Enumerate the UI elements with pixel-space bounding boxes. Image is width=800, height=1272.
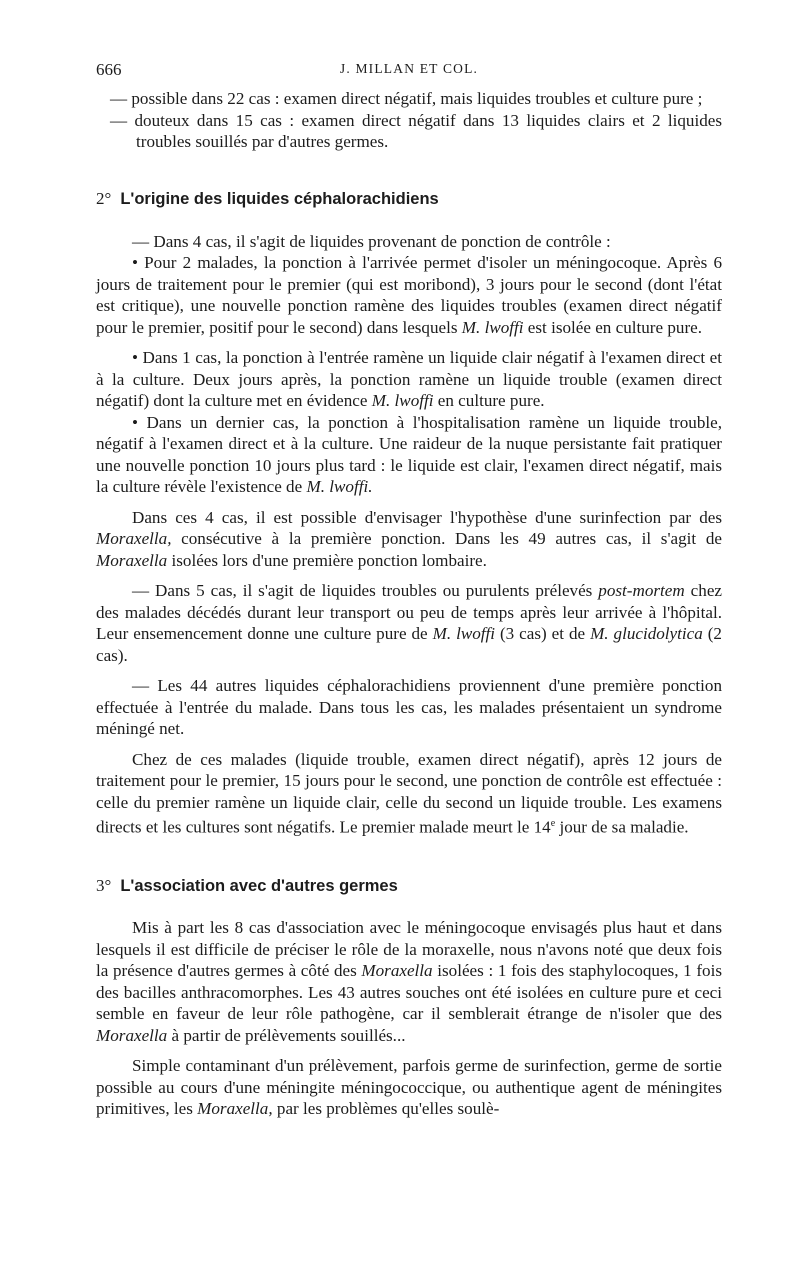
section-number: 3° [96, 876, 112, 896]
section-title: L'association avec d'autres germes [120, 877, 398, 896]
paragraph-chez-ces-malades: Chez de ces malades (liquide trouble, examen direct négatif), après 12 jours de traitement pour le premier, 15 jours pour le second, une ponction de contrôle est effectuée : celle du premier ramène un liquide clair, celle du second un liquide trouble. Les examens directs et les cultures sont négatifs. Le premier malade meurt le 14e jour de sa maladie. [96, 749, 722, 837]
document-page [96, 60, 722, 1120]
section-heading-origine [96, 188, 722, 210]
section-heading-association [96, 875, 722, 897]
paragraph-simple-contaminant: Simple contaminant d'un prélèvement, parfois germe de surinfection, germe de sortie possible au cours d'une méningite méningococcique, ou authentique agent de méningites primitives, les Moraxella, par les problèmes qu'elles soulè- [96, 1056, 722, 1119]
page-number: 666 [96, 60, 122, 79]
list-item-douteux: — douteux dans 15 cas : examen direct négatif dans 13 liquides clairs et 2 liquides troubles souillés par d'autres germes. [110, 110, 722, 151]
bullet-paragraph-1: • Pour 2 malades, la ponction à l'arrivée permet d'isoler un méningocoque. Après 6 jours de traitement pour le premier (qui est moribond), 3 jours pour le second (dont l'état est critique), une nouvelle ponction ramène des liquides troubles (examen direct négatif pour le premier, positif pour le second) dans lesquels M. lwoffi est isolée en culture pure. [96, 253, 722, 337]
list-item-possible: — possible dans 22 cas : examen direct négatif, mais liquides troubles et culture pure ; [110, 89, 703, 108]
bullet-paragraph-3: • Dans un dernier cas, la ponction à l'hospitalisation ramène un liquide trouble, négatif à l'examen direct et à la culture. Une raideur de la nuque persistante fait pratiquer une nouvelle ponction 10 jours plus tard : le liquide est clair, l'examen direct négatif, mais la culture révèle l'existence de M. lwoffi. [96, 412, 722, 496]
paragraph-association: Mis à part les 8 cas d'association avec le méningocoque envisagés plus haut et dans lesquels il est difficile de préciser le rôle de la moraxelle, nous n'avons noté que deux fois la présence d'autres germes à côté des Moraxella isolées : 1 fois des staphylocoques, 1 fois des bacilles anthracomorphes. Les 43 autres souches ont été isolées en culture pure et ceci semble en faveur de leur rôle pathogène, car il semblerait étrange de n'isoler que des Moraxella à partir de prélèvements souillés... [96, 918, 722, 1045]
paragraph-surinfection: Dans ces 4 cas, il est possible d'envisager l'hypothèse d'une surinfection par des Moraxella, consécutive à la première ponction. Dans les 49 autres cas, il s'agit de Moraxella isolées lors d'une première ponction lombaire. [96, 507, 722, 570]
page-header [96, 60, 722, 88]
paragraph-44-liquides: — Les 44 autres liquides céphalorachidiens proviennent d'une première ponction effectuée à l'entrée du malade. Dans tous les cas, les malades présentaient un syndrome méningé net. [96, 676, 722, 738]
section-title: L'origine des liquides céphalorachidiens [120, 189, 439, 208]
paragraph-post-mortem: — Dans 5 cas, il s'agit de liquides troubles ou purulents prélevés post-mortem chez des malades décédés durant leur transport ou peu de temps après leur arrivée à l'hôpital. Leur ensemencement donne une culture pure de M. lwoffi (3 cas) et de M. glucidolytica (2 cas). [96, 581, 722, 665]
bullet-paragraph-2: • Dans 1 cas, la ponction à l'entrée ramène un liquide clair négatif à l'examen direct et à la culture. Deux jours après, la ponction ramène un liquide trouble (examen direct négatif) dont la culture met en évidence M. lwoffi en culture pure. [96, 348, 722, 410]
paragraph-intro: — Dans 4 cas, il s'agit de liquides provenant de ponction de contrôle : [132, 231, 611, 251]
section-number: 2° [96, 188, 112, 208]
running-head: J. MILLAN ET COL. [339, 61, 479, 76]
